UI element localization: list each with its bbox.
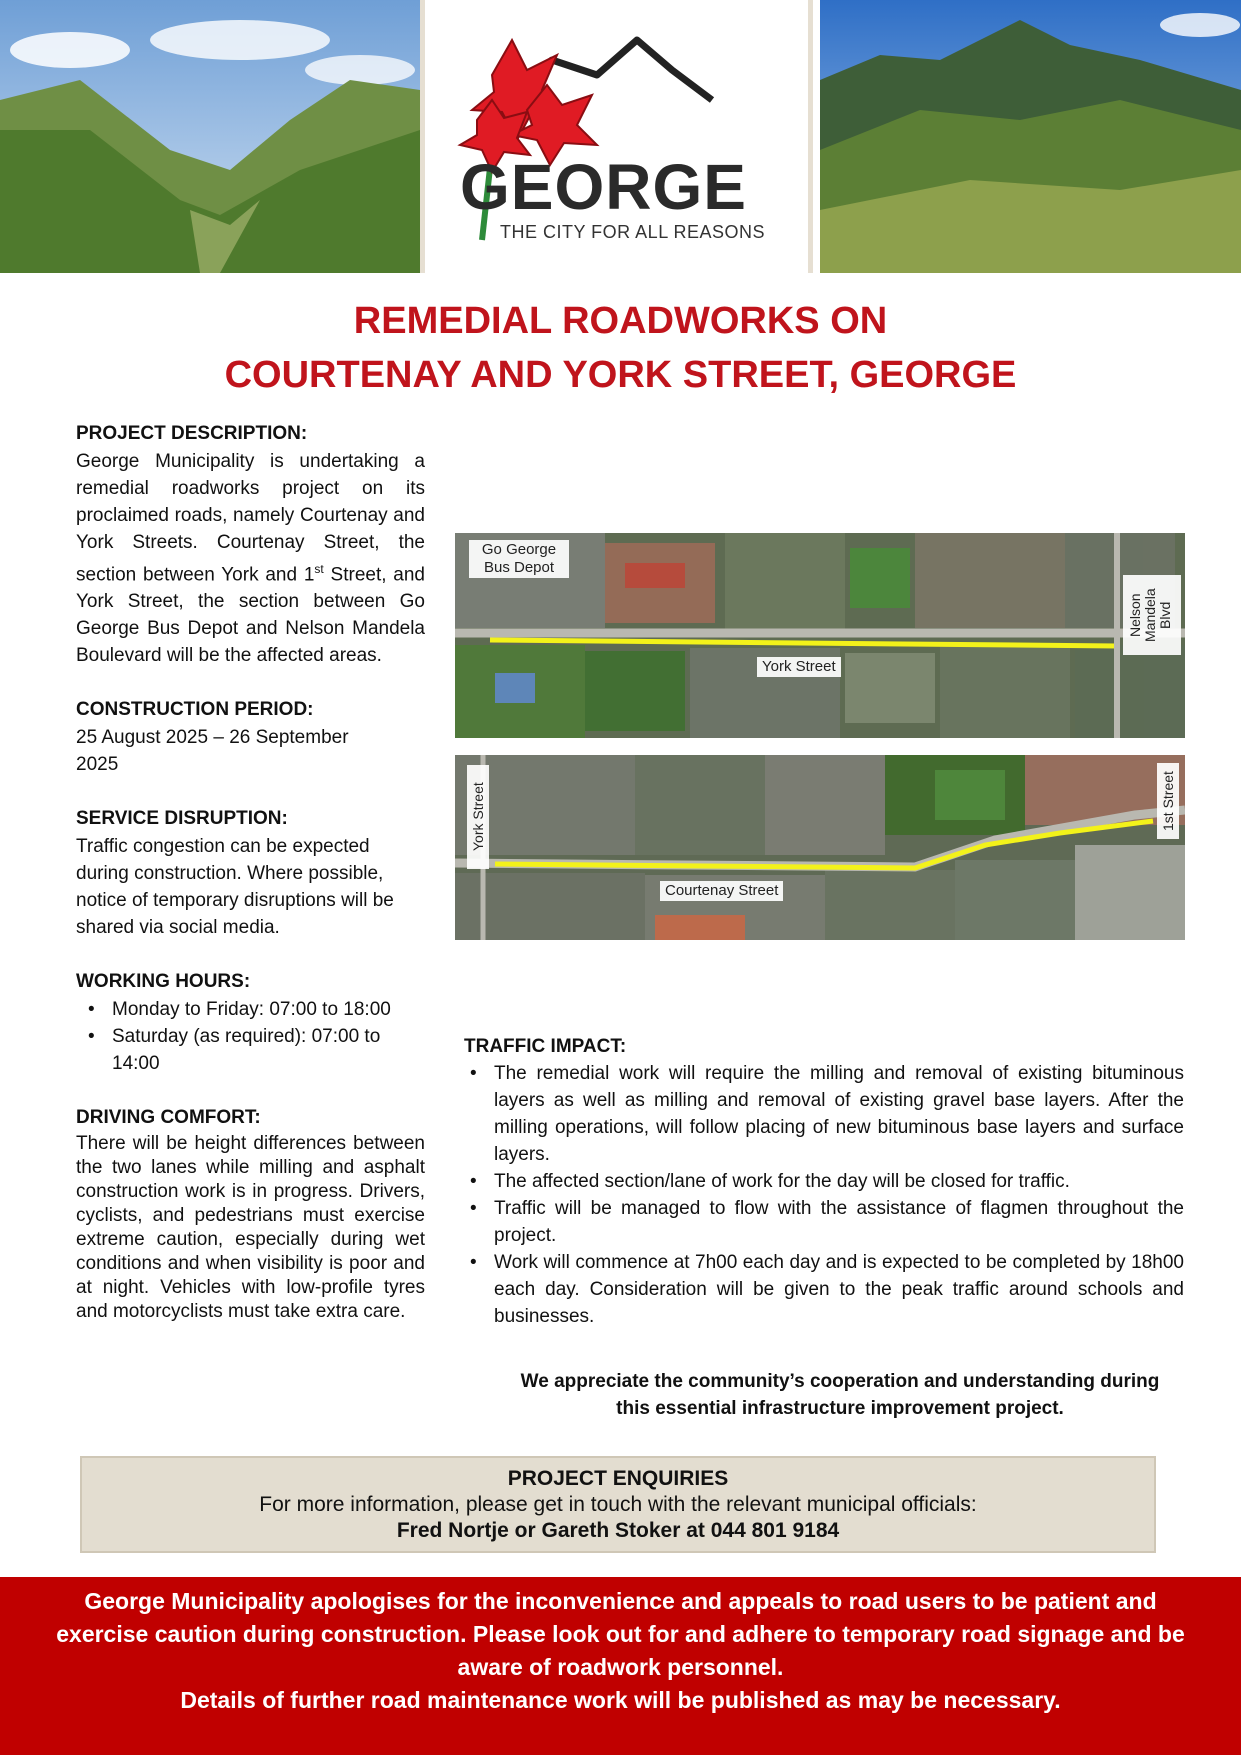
footer-text: George Municipality apologises for the inconvenience and appeals to road users to be patient and exercise caution during construction. Please look out for and adhere to temporary road signage and be aware of roadwork personnel.: [56, 1588, 1185, 1680]
list-item: • The affected section/lane of work for the day will be closed for traffic.: [458, 1168, 1184, 1195]
list-item: • Saturday (as required): 07:00 to 14:00: [76, 1023, 425, 1077]
driving-comfort-heading: DRIVING COMFORT:: [76, 1107, 261, 1129]
header-photo-left: [0, 0, 420, 273]
traffic-impact-list: [458, 1060, 1184, 1330]
list-item: • Traffic will be managed to flow with the assistance of flagmen throughout the project.: [458, 1195, 1184, 1249]
map-york-street: [455, 533, 1185, 738]
list-item: • Work will commence at 7h00 each day and is expected to be completed by 18h00 each day. Consideration will be given to the peak traffic around schools and businesses.: [458, 1249, 1184, 1330]
footer-banner: [0, 1577, 1241, 1755]
enquiries-contact: Fred Nortje or Gareth Stoker at 044 801 9184: [396, 1519, 840, 1542]
traffic-impact-section: [464, 1034, 1184, 1330]
appreciation-note: We appreciate the community’s cooperation and understanding during this essential infrastructure improvement project.: [520, 1371, 1160, 1419]
header-photo-right: [820, 0, 1241, 273]
map-label-1st-street: 1st Street: [1157, 763, 1179, 839]
enquiries-heading: PROJECT ENQUIRIES: [507, 1467, 729, 1490]
map-label-york-street: York Street: [757, 657, 841, 677]
superscript: st: [314, 562, 324, 576]
project-description-heading: PROJECT DESCRIPTION:: [76, 423, 308, 444]
list-item: • The remedial work will require the milling and removal of existing bituminous layers as well as milling and removal of existing gravel base layers. After the milling operations, will follow placing of new bituminous base layers and surface layers.: [458, 1060, 1184, 1168]
driving-comfort-text: There will be height differences between the two lanes while milling and asphalt construction work is in progress. Drivers, cyclists, and pedestrians must exercise extreme caution, especially during wet conditions and when visibility is poor and at night. Vehicles with low-profile tyres and motorcyclists must take extra care.: [76, 1133, 425, 1323]
footer-text-2: Details of further road maintenance work will be published as may be necessary.: [180, 1687, 1061, 1713]
project-description-text: George Municipality is undertaking a remedial roadworks project on its proclaimed roads, namely Courtenay and York Streets. Courtenay Street, the section between York and 1st Street, and York Street, the section between Go George Bus Depot and Nelson Mandela Boulevard will be the affected areas.: [76, 451, 425, 667]
map-label-courtenay-street: Courtenay Street: [660, 881, 783, 901]
logo-wordmark: GEORGE: [460, 151, 747, 223]
traffic-impact-heading: TRAFFIC IMPACT:: [464, 1036, 627, 1057]
left-column: [76, 420, 425, 1324]
enquiries-text: For more information, please get in touch with the relevant municipal officials:: [259, 1493, 977, 1516]
map-courtenay-street: [455, 755, 1185, 940]
header-divider: [420, 0, 425, 273]
construction-period-heading: CONSTRUCTION PERIOD:: [76, 699, 314, 721]
construction-period-text: 25 August 2025 – 26 September 2025: [76, 727, 349, 776]
map-label-bus-depot: Go George Bus Depot: [469, 540, 569, 578]
list-item: • Monday to Friday: 07:00 to 18:00: [76, 996, 425, 1023]
map-label-york-street: York Street: [467, 765, 489, 869]
map-label-nelson-mandela-blvd: Nelson Mandela Blvd: [1123, 575, 1181, 655]
working-hours-list: [76, 996, 425, 1077]
service-disruption-heading: SERVICE DISRUPTION:: [76, 808, 288, 830]
page-title-line2: COURTENAY AND YORK STREET, GEORGE: [224, 354, 1017, 396]
header-divider: [808, 0, 813, 273]
service-disruption-text: Traffic congestion can be expected during construction. Where possible, notice of temporary disruptions will be shared via social media.: [76, 836, 394, 939]
enquiries-box: [80, 1456, 1156, 1553]
logo-panel: [432, 0, 808, 273]
working-hours-heading: WORKING HOURS:: [76, 971, 251, 993]
page-title-line1: REMEDIAL ROADWORKS ON: [353, 300, 888, 342]
logo-tagline: THE CITY FOR ALL REASONS: [500, 222, 766, 242]
